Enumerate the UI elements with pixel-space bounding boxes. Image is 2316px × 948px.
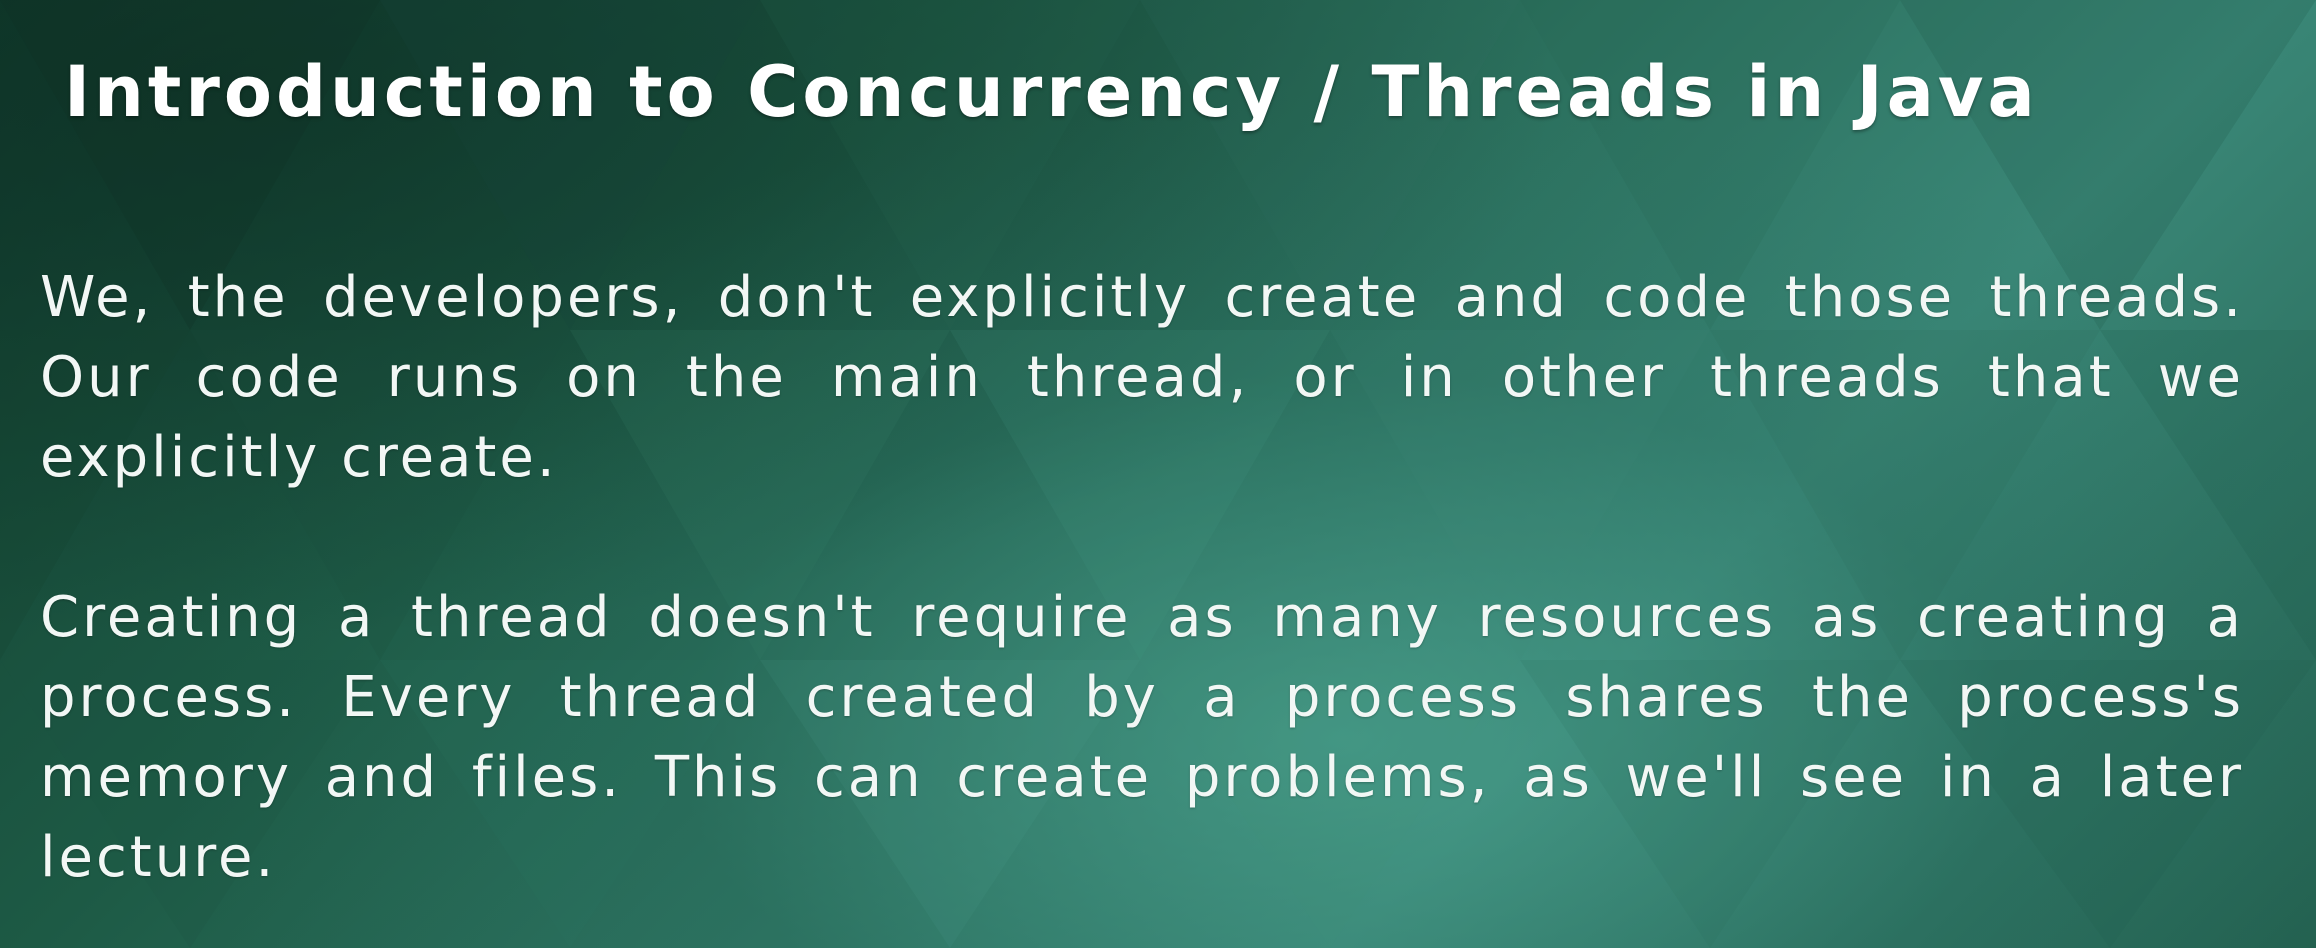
paragraph-main-thread: We, the developers, don't explicitly create and code those threads. Our code runs on the main thread, or in other threads that we explicitly create.: [40, 265, 2244, 490]
slide-title: Introduction to Concurrency / Threads in Java: [64, 51, 2039, 133]
paragraph-thread-resources: Creating a thread doesn't require as many resources as creating a process. Every thread created by a process shares the process's memory and files. This can create problems, as we'll see in a later lecture.: [40, 585, 2244, 890]
